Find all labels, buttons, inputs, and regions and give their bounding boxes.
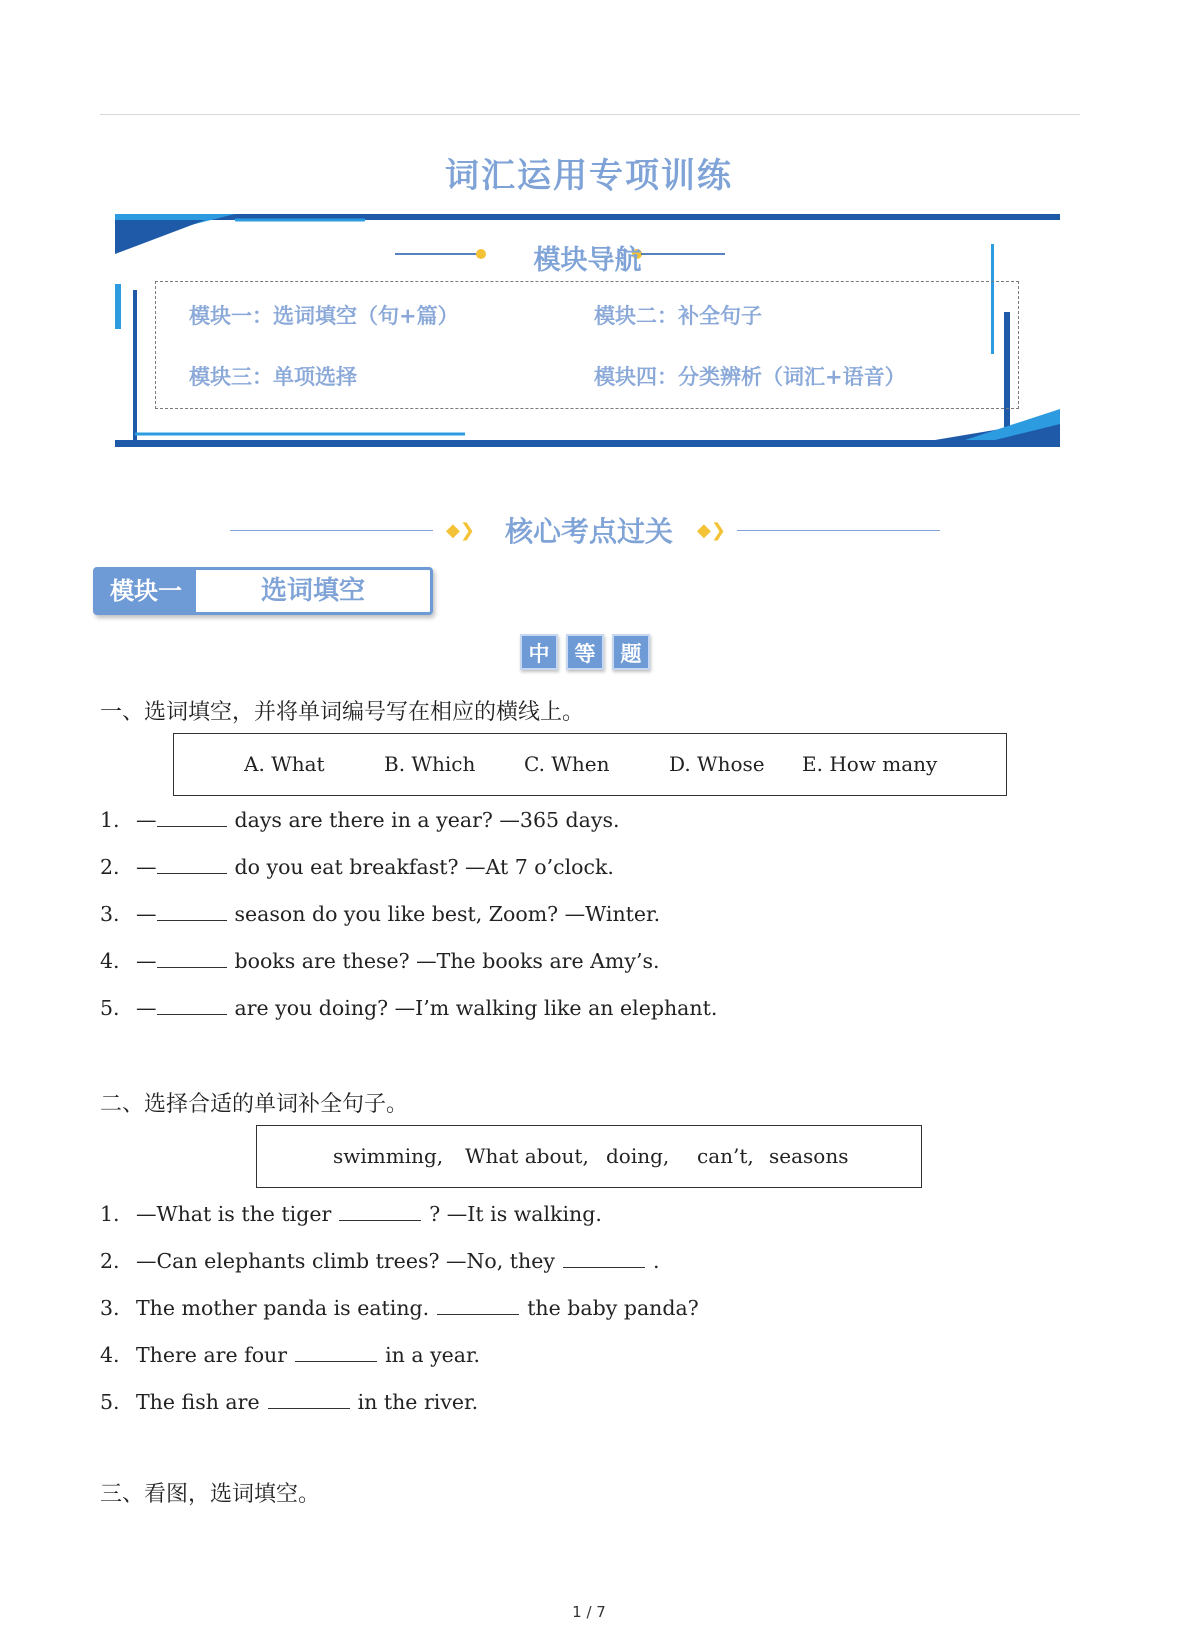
answer-blank[interactable] [157,806,227,827]
answer-blank[interactable] [157,994,227,1015]
answer-blank[interactable] [157,900,227,921]
section-1-question: 1. — days are there in a year? —365 days. [100,808,620,832]
word-option: B. Which [384,752,476,776]
section-2-question: 1. —What is the tiger ? —It is walking. [100,1202,602,1226]
module-tab-label: 模块一 [96,570,196,612]
nav-item-module-2[interactable]: 模块二：补全句子 [594,304,762,328]
word-option: D. Whose [669,752,765,776]
answer-blank[interactable] [268,1388,350,1409]
answer-blank[interactable] [295,1341,377,1362]
section-3-heading: 三、看图，选词填空。 [100,1482,321,1507]
module-one-tab [93,567,433,615]
section-1-question: 3. — season do you like best, Zoom? —Winter. [100,902,661,926]
section-2-question: 4. There are four in a year. [100,1343,481,1367]
answer-blank[interactable] [157,947,227,968]
section-2-heading: 二、选择合适的单词补全句子。 [100,1092,409,1117]
diamond-icon: ◆❯ [446,520,475,541]
difficulty-badge: 题 [612,634,650,670]
word-option: C. When [524,752,610,776]
section-1-question: 5. — are you doing? —I’m walking like an elephant. [100,996,718,1020]
section-2-question: 2. —Can elephants climb trees? —No, they . [100,1249,660,1273]
core-heading: 核心考点过关 [504,515,673,548]
nav-heading: 模块导航 [533,245,642,276]
section-1-question: 2. — do you eat breakfast? —At 7 o’clock. [100,855,614,879]
nav-item-module-3[interactable]: 模块三：单项选择 [189,365,357,389]
section-2-word-bank [256,1125,922,1188]
module-tab-title: 选词填空 [260,576,365,606]
module-navigation-panel [115,214,1060,454]
section-1-question: 4. — books are these? —The books are Amy’s. [100,949,660,973]
header-rule [100,114,1080,115]
word-option: What about, [465,1144,589,1168]
page-number: 1 / 7 [572,1603,606,1621]
answer-blank[interactable] [157,853,227,874]
nav-item-module-4[interactable]: 模块四：分类辨析（词汇+语音） [594,365,906,389]
section-1-word-bank [173,733,1007,796]
word-option: A. What [244,752,325,776]
nav-items-box [155,281,1019,409]
nav-item-module-1[interactable]: 模块一：选词填空（句+篇） [189,304,459,328]
difficulty-badge: 等 [566,634,604,670]
diamond-icon: ◆❯ [697,520,726,541]
answer-blank[interactable] [437,1294,519,1315]
answer-blank[interactable] [339,1200,421,1221]
word-option: doing, [606,1144,670,1168]
document-title: 词汇运用专项训练 [445,156,733,196]
section-2-question: 3. The mother panda is eating. the baby panda? [100,1296,699,1320]
answer-blank[interactable] [563,1247,645,1268]
word-option: can’t, [697,1144,754,1168]
word-option: E. How many [802,752,938,776]
word-option: seasons [769,1144,849,1168]
word-option: swimming, [333,1144,444,1168]
section-2-question: 5. The fish are in the river. [100,1390,479,1414]
section-1-heading: 一、选词填空，并将单词编号写在相应的横线上。 [100,700,585,725]
core-heading-right-line [737,530,940,531]
difficulty-badge: 中 [520,634,558,670]
